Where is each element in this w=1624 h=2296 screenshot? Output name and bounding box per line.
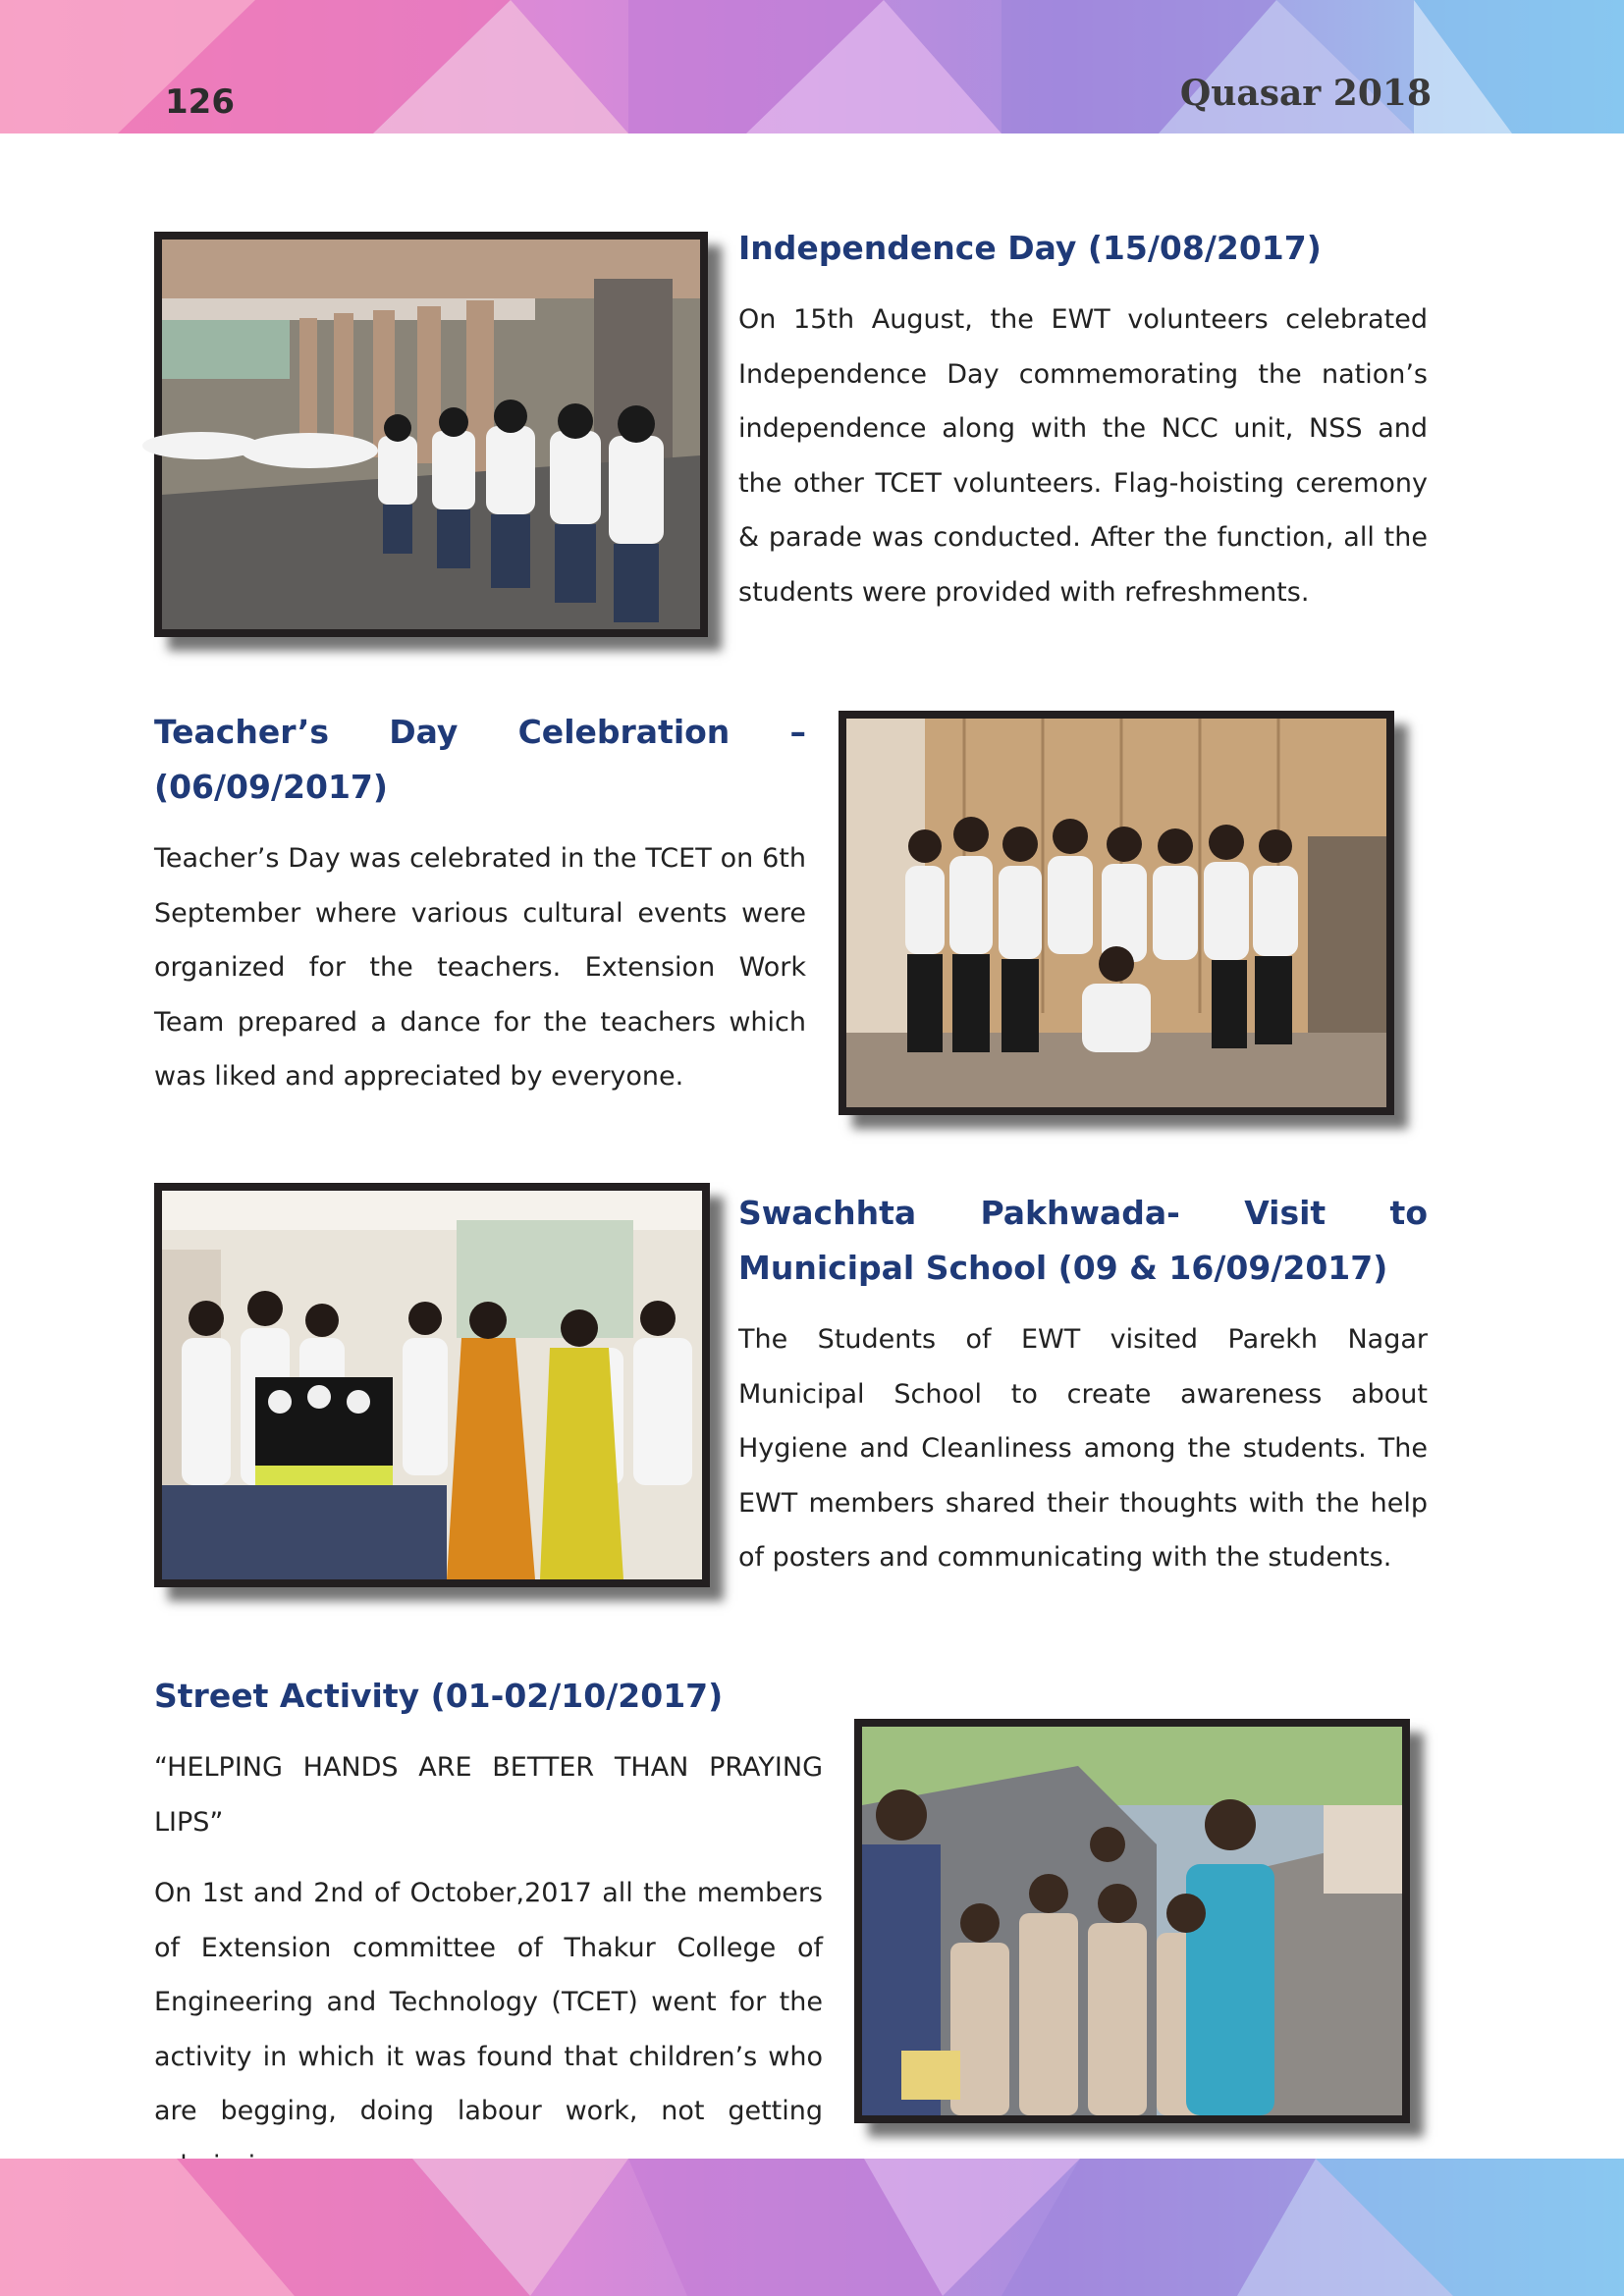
section-body-swachhta-pakhwada: The Students of EWT visited Parekh Nagar Municipal School to create awareness about Hygiene and Cleanliness among the students. The EWT members shared their thoughts with the help of posters and communicating with the students. [738,1324,1428,1573]
parade-photo [162,240,700,629]
photo-street-activity [854,1719,1410,2123]
section-title-street-activity: Street Activity (01-02/10/2017) [154,1677,724,1715]
footer-band [0,2159,1624,2296]
section-title-swachhta-pakhwada: Swachhta Pakhwada- Visit to Municipal School (09 & 16/09/2017) [738,1194,1428,1287]
section-title-teachers-day-line2: (06/09/2017) [154,768,388,806]
section-body-independence-day: On 15th August, the EWT volunteers celebrated Independence Day commemorating the nation’s independence along with the NCC unit, NSS and the other TCET volunteers. Flag-hoisting ceremony & parade was conducted. After the function, all the students were provided with refreshments. [738,304,1428,608]
page-number: 126 [165,82,235,122]
photo-independence-day [154,232,708,637]
section-title-teachers-day-line1: Teacher’s Day Celebration – [154,713,806,751]
section-body-teachers-day: Teacher’s Day was celebrated in the TCET on 6th September where various cultural events were organized for the teachers. Extension Work Team prepared a dance for the teachers which was liked and appreciated by everyone. [154,843,806,1092]
section-title-independence-day: Independence Day (15/08/2017) [738,229,1322,267]
section-body-street-activity: On 1st and 2nd of October,2017 all the members of Extension committee of Thakur College of Engineering and Technology (TCET) went for the activity in which it was found that children’s who are begging, doing labour work, not getting [154,1878,823,2126]
section-title-teachers-day [154,705,806,815]
street-children-photo [862,1727,1402,2115]
footer-geometric-pattern [0,2159,1624,2296]
publication-title: Quasar 2018 [1179,73,1432,114]
photo-teachers-day [839,711,1394,1115]
group-photo [846,719,1386,1107]
section-quote-street-activity: “HELPING HANDS ARE BETTER THAN PRAYING LIPS” [154,1752,823,1838]
photo-swachhta-pakhwada [154,1183,710,1587]
school-visit-photo [162,1191,702,1579]
